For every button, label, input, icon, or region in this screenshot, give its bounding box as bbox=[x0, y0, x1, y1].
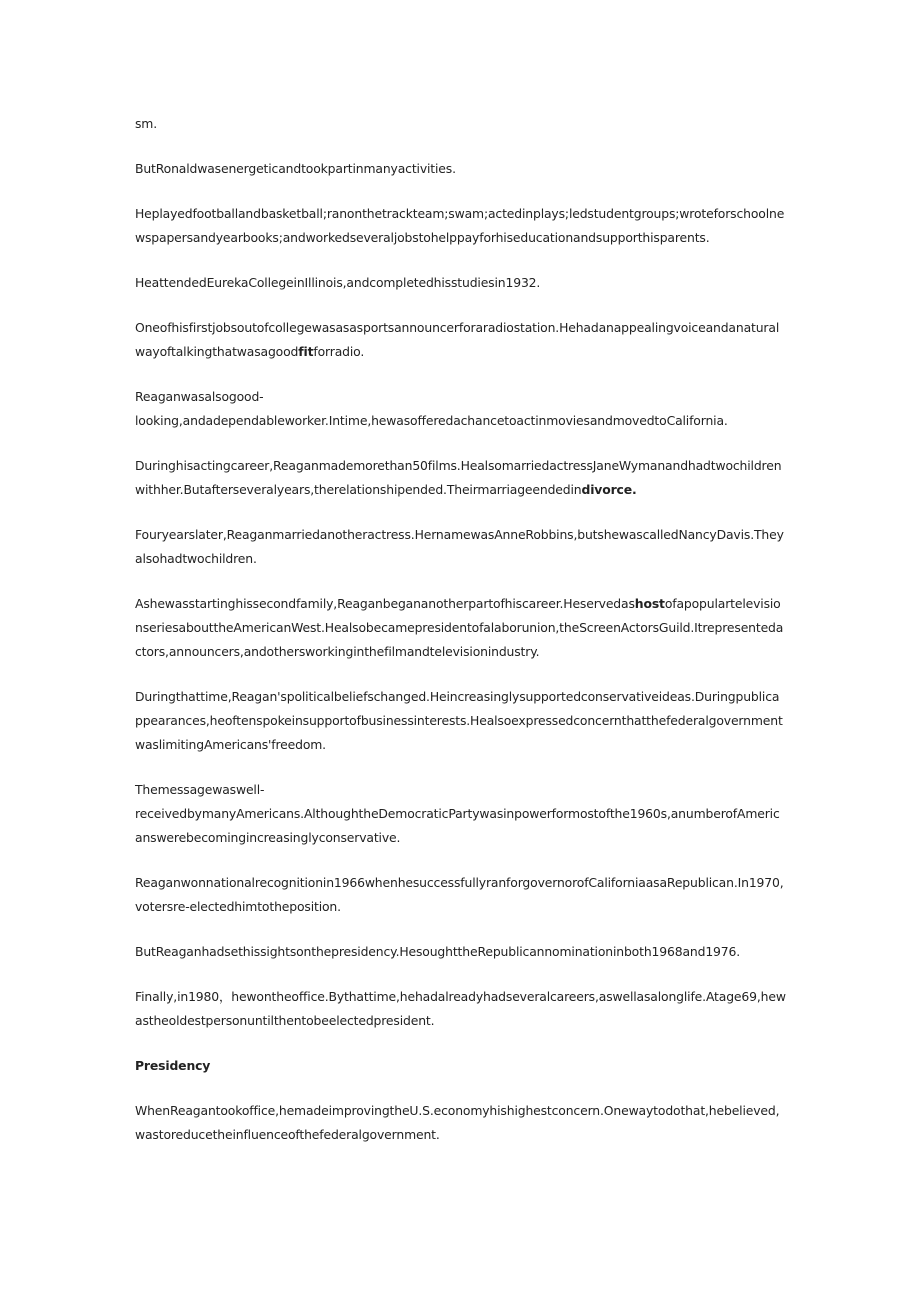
paragraph bbox=[135, 940, 787, 964]
text-run: Reaganwonnationalrecognitionin1966whenhesuccessfullyranforgovernorofCaliforniaasaRepublican.In1970,votersre-electedhimtotheposition. bbox=[135, 875, 784, 914]
paragraph bbox=[135, 985, 787, 1033]
text-run: Duringthattime,Reagan'spoliticalbeliefschanged.Heincreasinglysupportedconservativeideas.Duringpublicappearances,heoftenspokeinsupportofbusinessinterests.HealsoexpressedconcernthatthefederalgovernmentwaslimitingAmericans'freedom. bbox=[135, 689, 783, 752]
paragraph bbox=[135, 454, 787, 502]
paragraph bbox=[135, 385, 787, 433]
text-run: Reaganwasalsogood- bbox=[135, 389, 264, 404]
text-run: sm. bbox=[135, 116, 158, 131]
bold-term: host bbox=[634, 596, 665, 611]
text-run: Ashewasstartinghissecondfamily,Reaganbegananotherpartofhiscareer.Heservedas bbox=[135, 596, 635, 611]
paragraph bbox=[135, 1099, 787, 1147]
text-run: HeattendedEurekaCollegeinIllinois,andcompletedhisstudiesin1932. bbox=[135, 275, 541, 290]
paragraph bbox=[135, 523, 787, 571]
paragraph bbox=[135, 112, 787, 136]
paragraph bbox=[135, 202, 787, 250]
paragraph bbox=[135, 685, 787, 757]
bold-term: fit bbox=[298, 344, 314, 359]
paragraph bbox=[135, 316, 787, 364]
document-body bbox=[135, 112, 787, 1168]
paragraph bbox=[135, 157, 787, 181]
text-run: ofapopulartelevisionseriesabouttheAmericanWest.Healsobecamepresidentofalaborunion,theScreenActorsGuild.Itrepresentedactors,announcers,andothersworkinginthefilmandtelevisionindustry. bbox=[135, 596, 784, 659]
text-run: Duringhisactingcareer,Reaganmademorethan50films.HealsomarriedactressJaneWymanandhadtwochildrenwithher.Butafterseveralyears,therelationshipended.Theirmarriageendedin bbox=[135, 458, 782, 497]
text-run: WhenReagantookoffice,hemadeimprovingtheU.S.economyhishighestconcern.Onewaytodothat,hebelieved,wastoreducetheinfluenceofthefederalgovernment. bbox=[135, 1103, 780, 1142]
text-run: Heplayedfootballandbasketball;ranonthetrackteam;swam;actedinplays;ledstudentgroups;wroteforschoolnewspapersandyearbooks;andworkedseveraljobstohelppayforhiseducationandsupporthisparents. bbox=[135, 206, 785, 245]
text-run: Finally,in1980，hewontheoffice.Bythattime,hehadalreadyhadseveralcareers,aswellasalonglife.Atage69,hewastheoldestpersonuntilthentobeelectedpresident. bbox=[135, 989, 786, 1028]
bold-term: divorce. bbox=[581, 482, 637, 497]
text-run: ButReaganhadsethissightsonthepresidency.HesoughttheRepublicannominationinboth1968and1976. bbox=[135, 944, 741, 959]
text-run: ButRonaldwasenergeticandtookpartinmanyactivities. bbox=[135, 161, 456, 176]
bold-term: Presidency bbox=[135, 1058, 211, 1073]
text-run: Themessagewaswell- bbox=[135, 782, 265, 797]
section-heading bbox=[135, 1054, 787, 1078]
paragraph bbox=[135, 592, 787, 664]
text-run: looking,andadependableworker.Intime,hewasofferedachancetoactinmoviesandmovedtoCalifornia. bbox=[135, 413, 728, 428]
paragraph bbox=[135, 871, 787, 919]
paragraph bbox=[135, 271, 787, 295]
text-run: forradio. bbox=[313, 344, 365, 359]
paragraph bbox=[135, 778, 787, 850]
text-run: Oneofhisfirstjobsoutofcollegewasasasportsannouncerforaradiostation.Hehadanappealingvoiceandanaturalwayoftalkingthatwasagood bbox=[135, 320, 780, 359]
text-run: Fouryearslater,Reaganmarriedanotheractress.HernamewasAnneRobbins,butshewascalledNancyDavis.Theyalsohadtwochildren. bbox=[135, 527, 784, 566]
text-run: receivedbymanyAmericans.AlthoughtheDemocraticPartywasinpowerformostofthe1960s,anumberofAmericanswerebecomingincreasinglyconservative. bbox=[135, 806, 780, 845]
